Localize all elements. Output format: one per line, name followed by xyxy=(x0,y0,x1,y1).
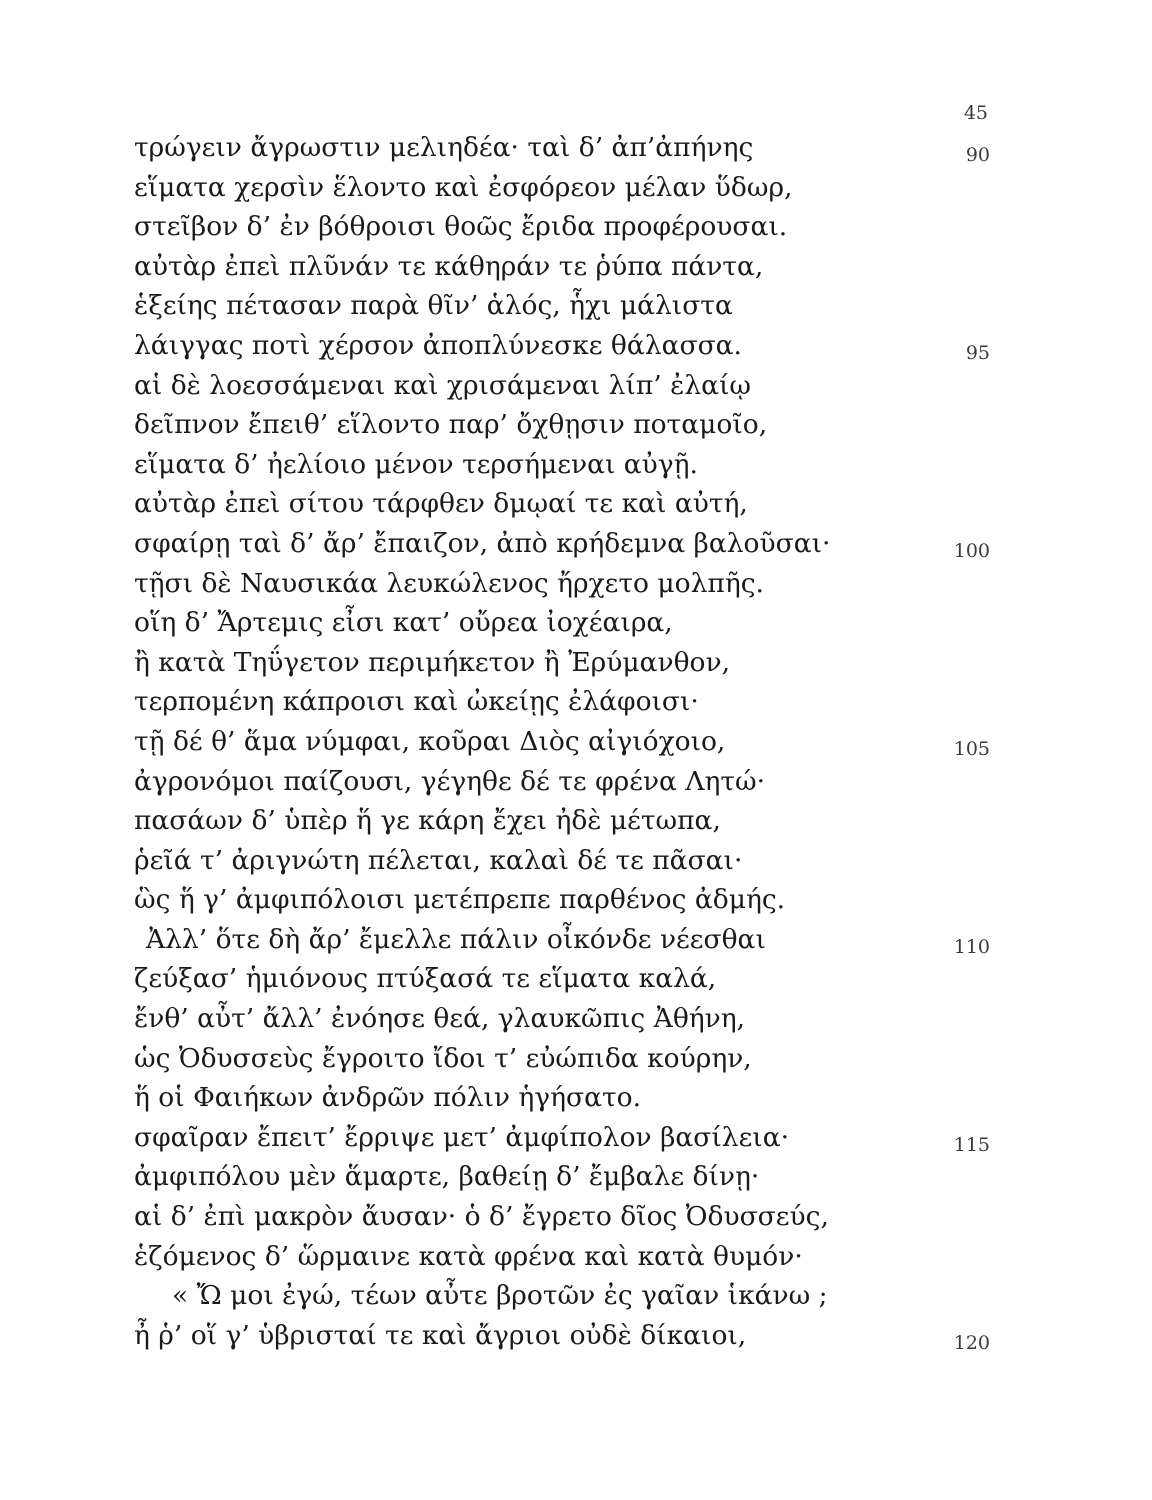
verse-text: αὐτὰρ ἐπεὶ σίτου τάρφθεν δμῳαί τε καὶ αὐτή, xyxy=(134,488,748,520)
verse-text: ὡς Ὀδυσσεὺς ἔγροιτο ἴδοι τ’ εὐώπιδα κούρην, xyxy=(134,1042,752,1074)
verse-line xyxy=(134,682,1034,722)
verse-line xyxy=(134,286,1034,326)
verse-line xyxy=(134,1118,1034,1158)
verse-text: « Ὤ μοι ἐγώ, τέων αὖτε βροτῶν ἐς γαῖαν ἱκάνω ; xyxy=(172,1280,828,1312)
line-number: 110 xyxy=(953,935,990,958)
verse-line xyxy=(134,1237,1034,1277)
verse-text: ἢ κατὰ Τηΰγετον περιμήκετον ἢ Ἐρύμανθον, xyxy=(134,646,731,678)
verse-text: ζεύξασ’ ἡμιόνους πτύξασά τε εἵματα καλά, xyxy=(134,963,717,995)
verse-line xyxy=(134,1078,1034,1118)
verse-line xyxy=(134,999,1034,1039)
verse-line xyxy=(134,168,1034,208)
verse-text: ἥ οἱ Φαιήκων ἀνδρῶν πόλιν ἡγήσατο. xyxy=(134,1082,642,1114)
verse-line xyxy=(134,445,1034,485)
page-number: 45 xyxy=(963,102,988,124)
verse-text: τρώγειν ἄγρωστιν μελιηδέα· ταὶ δ’ ἀπ’ἀπήνης xyxy=(134,132,754,163)
verse-line xyxy=(134,128,1034,168)
verse-line xyxy=(134,841,1034,881)
line-number: 95 xyxy=(965,341,990,364)
verse-text: ἔνθ’ αὖτ’ ἄλλ’ ἐνόησε θεά, γλαυκῶπις Ἀθήνη, xyxy=(134,1003,746,1035)
verse-line xyxy=(134,762,1034,802)
verse-text: εἵματα δ’ ἠελίοιο μένον τερσήμεναι αὐγῇ. xyxy=(134,448,698,480)
verse-text: ἦ ῥ’ οἵ γ’ ὑβρισταί τε καὶ ἄγριοι οὐδὲ δίκαιοι, xyxy=(134,1319,747,1351)
verse-line xyxy=(134,722,1034,762)
verse-line xyxy=(134,326,1034,366)
verse-text: δεῖπνον ἔπειθ’ εἵλοντο παρ’ ὄχθῃσιν ποταμοῖο, xyxy=(134,409,768,441)
verse-text: λάιγγας ποτὶ χέρσον ἀποπλύνεσκε θάλασσα. xyxy=(134,329,742,361)
verse-text: τῇ δέ θ’ ἅμα νύμφαι, κοῦραι Διὸς αἰγιόχοιο, xyxy=(134,725,726,757)
verse-text: οἵη δ’ Ἄρτεμις εἶσι κατ’ οὔρεα ἰοχέαιρα, xyxy=(134,607,673,639)
verse-line xyxy=(134,1157,1034,1197)
verse-text: ῥεῖά τ’ ἀριγνώτη πέλεται, καλαὶ δέ τε πᾶσαι· xyxy=(134,844,743,876)
verse-text: αἱ δὲ λοεσσάμεναι καὶ χρισάμεναι λίπ’ ἐλαίῳ xyxy=(134,369,752,401)
verse-text: ἑζόμενος δ’ ὥρμαινε κατὰ φρένα καὶ κατὰ θυμόν· xyxy=(134,1240,803,1272)
verse-line xyxy=(134,959,1034,999)
verse-line xyxy=(134,564,1034,604)
verse-line xyxy=(134,1039,1034,1079)
verse-text: στεῖβον δ’ ἐν βόθροισι θοῶς ἔριδα προφέρουσαι. xyxy=(134,211,788,243)
line-number: 100 xyxy=(953,539,990,562)
verse-line xyxy=(134,1316,1034,1356)
verse-line xyxy=(134,920,1034,960)
verse-text: ὣς ἥ γ’ ἀμφιπόλοισι μετέπρεπε παρθένος ἀδμής. xyxy=(134,884,786,916)
verse-line xyxy=(134,1197,1034,1237)
verse-line xyxy=(134,366,1034,406)
verse-line xyxy=(134,603,1034,643)
verse-line xyxy=(134,643,1034,683)
verse-line xyxy=(134,247,1034,287)
verse-text: τῇσι δὲ Ναυσικάα λευκώλενος ἤρχετο μολπῆς. xyxy=(134,567,764,599)
verse-text: σφαίρῃ ταὶ δ’ ἄρ’ ἔπαιζον, ἀπὸ κρήδεμνα βαλοῦσαι· xyxy=(134,527,831,559)
verse-text: τερπομένη κάπροισι καὶ ὠκείῃς ἐλάφοισι· xyxy=(134,686,699,718)
verse-text: σφαῖραν ἔπειτ’ ἔρριψε μετ’ ἀμφίπολον βασίλεια· xyxy=(134,1121,790,1153)
verse-line xyxy=(134,1276,1034,1316)
verse-text: αἱ δ’ ἐπὶ μακρὸν ἄυσαν· ὁ δ’ ἔγρετο δῖος Ὀδυσσεύς, xyxy=(134,1201,829,1233)
verse-line xyxy=(134,801,1034,841)
verse-text: Ἀλλ’ ὅτε δὴ ἄρ’ ἔμελλε πάλιν οἶκόνδε νέεσθαι xyxy=(146,923,766,955)
line-number: 115 xyxy=(953,1133,990,1156)
verse-line xyxy=(134,484,1034,524)
verse-line xyxy=(134,524,1034,564)
verse-text: εἵματα χερσὶν ἕλοντο καὶ ἐσφόρεον μέλαν ὕδωρ, xyxy=(134,171,793,203)
verse-line xyxy=(134,405,1034,445)
verse-block xyxy=(134,128,1034,1355)
line-number: 90 xyxy=(965,144,990,166)
verse-text: ἀμφιπόλου μὲν ἅμαρτε, βαθείῃ δ’ ἔμβαλε δίνῃ· xyxy=(134,1161,760,1193)
verse-line xyxy=(134,207,1034,247)
line-number: 105 xyxy=(953,737,990,760)
verse-line xyxy=(134,880,1034,920)
verse-text: πασάων δ’ ὑπὲρ ἥ γε κάρη ἔχει ἠδὲ μέτωπα, xyxy=(134,805,721,837)
verse-text: ἑξείης πέτασαν παρὰ θῖν’ ἁλός, ἧχι μάλιστα xyxy=(134,290,733,322)
verse-text: αὐτὰρ ἐπεὶ πλῦνάν τε κάθηράν τε ῥύπα πάντα, xyxy=(134,250,764,282)
verse-text: ἀγρονόμοι παίζουσι, γέγηθε δέ τε φρένα Λητώ· xyxy=(134,765,766,797)
line-number: 120 xyxy=(953,1331,990,1354)
